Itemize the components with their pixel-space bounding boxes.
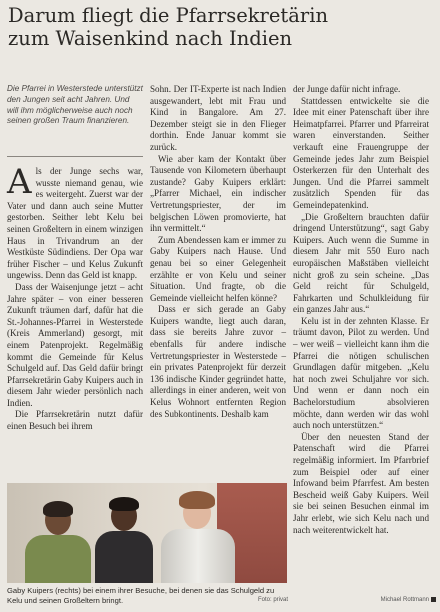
author-name: Michael Rottmann	[380, 597, 429, 604]
lead-paragraph	[7, 162, 143, 282]
col2-paragraph-4: Dass er sich gerade an Gaby Kuipers wandte, liegt auch daran, dass sie bereits Jahre zuvor – ebenfalls für andere indische Vertretungspriester in Westerstede – ein privates Patenprojekt für derzeit 136 indische Kinder gegründet hatte, allerdings in einer anderen, weit von Kelus Wohnort entfernten Region des Subkontinents. Deshalb kam	[150, 304, 286, 419]
column-1	[7, 162, 143, 433]
person-right-body	[161, 529, 235, 583]
col2-paragraph-3: Zum Abendessen kam er immer zu Gaby Kuipers nach Hause. Und genau bei so einer Gelegenheit erzählte er von Kelu und seiner Situation. Und fragte, ob die Gemeinde vielleicht helfen könne?	[150, 234, 286, 303]
col3-paragraph-5: Über den neuesten Stand der Patenschaft wird die Pfarrei regelmäßig informiert. Im Pfarrbrief zum Beispiel oder auf einer Infowand beim Pfarrfest. Am besten Bescheid weiß Gaby Kuipers. Weil sie bei seinen Besuchen einmal im Jahr erlebt, wie sich Kelu nach und nach weiterentwickelt hat.	[293, 431, 429, 535]
col3-paragraph-1: der Junge dafür nicht infrage.	[293, 84, 401, 94]
headline-line-1: Darum fliegt die Pfarrsekretärin	[8, 4, 328, 27]
intro-teaser: Die Pfarrei in Westerstede unterstützt den Jungen seit acht Jahren. Und will ihm möglicherweise auch noch seinen großen Traum finanzieren.	[7, 84, 143, 126]
author-byline	[360, 597, 436, 603]
col1-paragraph-3: Die Pfarrsekretärin nutzt dafür einen Besuch bei ihrem	[7, 409, 143, 432]
col2-paragraph-1: Sohn. Der IT-Experte ist nach Indien ausgewandert, lebt mit Frau und Kind in Bangalore. Am 27. Dezember steigt sie in den Flieger dorthin. Ende Januar kommt sie zurück.	[150, 84, 286, 152]
column-2	[150, 84, 286, 420]
intro-divider	[7, 156, 143, 157]
article-photo	[7, 483, 287, 583]
person-right-hair	[179, 491, 215, 509]
photo-caption: Gaby Kuipers (rechts) bei einem ihrer Besuche, bei denen sie das Schulgeld zu Kelu und seinen Großeltern bringt.	[7, 586, 275, 605]
column-3	[293, 84, 429, 536]
drop-cap: A	[7, 162, 32, 202]
col2-paragraph-2: Wie aber kam der Kontakt über Tausende von Kilometern überhaupt zustande? Gaby Kuipers erklärt: „Pfarrer Michael, ein indischer Vertretungspriester, der im belgischen Löwen promovierte, hat ihn vermittelt.“	[150, 153, 286, 234]
person-boy-hair	[109, 497, 139, 511]
person-left-body	[25, 535, 91, 583]
col3-paragraph-4: Kelu ist in der zehnten Klasse. Er träumt davon, Pilot zu werden. Und – wer weiß – vielleicht kann ihm die Pfarrei die nötigen schulischen Grundlagen dafür mitgeben. „Kelu hat noch zwei Schuljahre vor sich. Und wenn er dann noch ein Bachelorstudium absolvieren möchte, dann werden wir das wohl auch noch unterstützen.“	[293, 315, 429, 431]
headline-line-2: zum Waisenkind nach Indien	[8, 27, 293, 50]
person-boy-body	[95, 531, 153, 583]
end-mark	[431, 597, 436, 602]
col3-paragraph-3: „Die Großeltern brauchten dafür dringend Unterstützung“, sagt Gaby Kuipers. Auch wenn die Summe in diesem Jahr mit 550 Euro nach europäischen Maßstäben vielleicht nicht groß zu sein scheine. „Das Geld reicht für Schulgeld, Fahrkarten und Schulkleidung für ein ganzes Jahr aus.“	[293, 211, 429, 315]
headline	[8, 4, 436, 50]
col1-paragraph-2: Dass der Waisenjunge jetzt – acht Jahre später – von einer besseren Zukunft träumen darf, dafür hat die St.-Johannes-Pfarrei in Westerstede (Kreis Ammerland) gesorgt, mit einem Patenprojekt. Regelmäßig kommt die Gemeinde für Kelus Schulgeld auf. Das Geld dafür bringt Pfarrsekretärin Gaby Kuipers auch in diesem Jahr wieder persönlich nach Indien.	[7, 281, 143, 408]
col3-paragraph-2: Stattdessen entwickelte sie die Idee mit einer Patenschaft über ihre Heimatpfarrei. Pfarrer und Pfarreirat waren einverstanden. Seither verkauft eine Frauengruppe der Gemeinde jedes Jahr zum Beispiel Osterkerzen für den Unterhalt des Jungen. Und die Pfarrei sammelt zusätzlich Spenden für das Gemeindepatenkind.	[293, 95, 429, 210]
lead-text: ls der Junge sechs war, wusste niemand genau, wie es weitergeht. Zuerst war der Vater und dann auch seine Mutter gestorben. Seither lebt Kelu bei seinen Großeltern in einem winzigen Haus in Trivandrum an der Westküste Südindiens. Der Opa war früher Fischer – und Kelus Zukunft ungewiss. Denn das Geld ist knapp.	[7, 166, 143, 281]
person-left-hair	[43, 501, 73, 517]
photo-credit: Foto: privat	[258, 597, 289, 603]
